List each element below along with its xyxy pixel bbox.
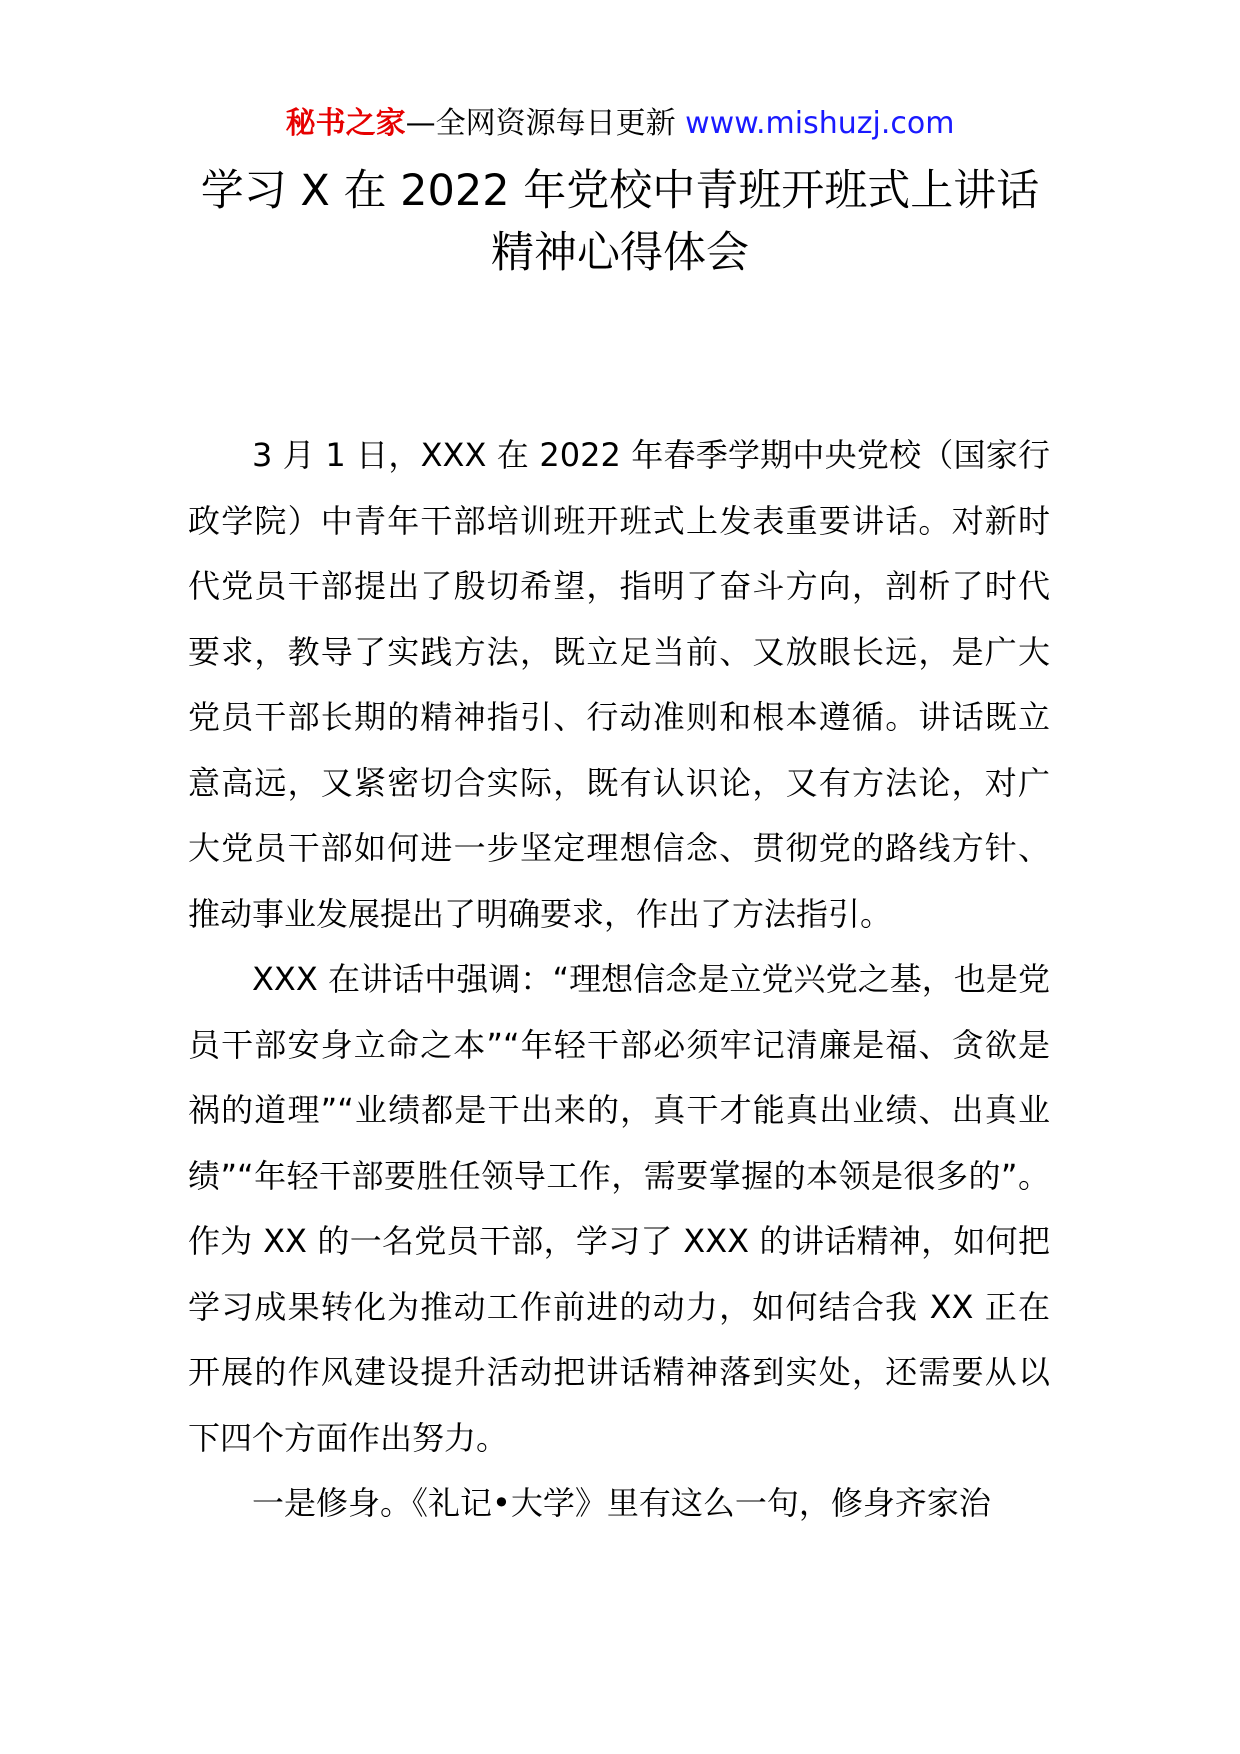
title-line-1: 学习 X 在 2022 年党校中青班开班式上讲话 <box>200 166 1040 216</box>
paragraph-2: XXX 在讲话中强调：“理想信念是立党兴党之基，也是党员干部安身立命之本”“年轻干部必须牢记清廉是福、贪欲是祸的道理”“业绩都是干出来的，真干才能真出业绩、出真业绩”“年轻干部要胜任领导工作，需要掌握的本领是很多的”。作为 XX 的一名党员干部，学习了 XXX 的讲话精神，如何把学习成果转化为推动工作前进的动力，如何结合我 XX 正在开展的作风建设提升活动把讲话精神落到实处，还需要从以下四个方面作出努力。 <box>188 960 1050 1457</box>
paragraph-3: 一是修身。《礼记•大学》里有这么一句，修身齐家治 <box>252 1484 991 1522</box>
brand-name: 秘书之家 <box>285 106 406 141</box>
header-tagline: —全网资源每日更新 <box>405 106 686 141</box>
document-body <box>188 423 1050 1537</box>
title-line-2: 精神心得体会 <box>491 228 749 278</box>
document-title <box>150 160 1090 284</box>
paragraph-1: 3 月 1 日，XXX 在 2022 年春季学期中央党校（国家行政学院）中青年干部培训班开班式上发表重要讲话。对新时代党员干部提出了殷切希望，指明了奋斗方向，剖析了时代要求，教导了实践方法，既立足当前、又放眼长远，是广大党员干部长期的精神指引、行动准则和根本遵循。讲话既立意高远，又紧密切合实际，既有认识论，又有方法论，对广大党员干部如何进一步坚定理想信念、贯彻党的路线方针、推动事业发展提出了明确要求，作出了方法指引。 <box>188 436 1050 933</box>
site-url[interactable]: www.mishuzj.com <box>685 106 955 141</box>
site-header <box>0 104 1240 144</box>
